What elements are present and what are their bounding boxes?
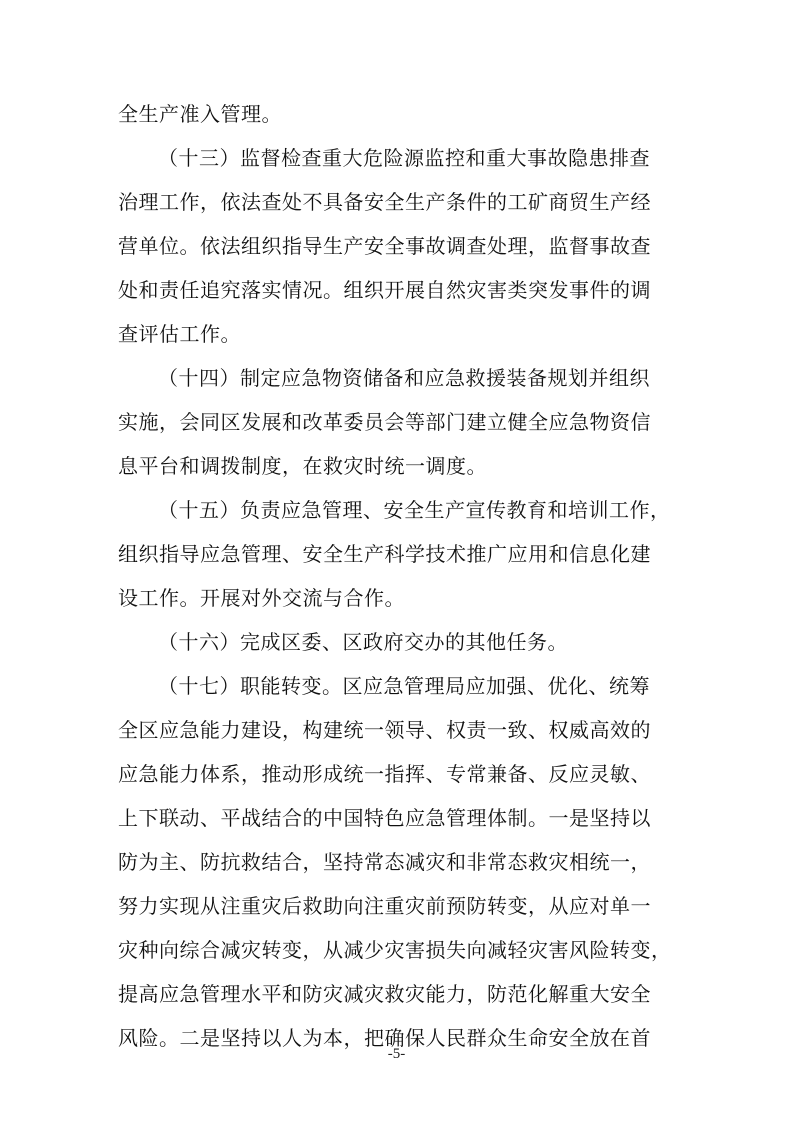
text-line: 处和责任追究落实情况。组织开展自然灾害类突发事件的调 bbox=[118, 278, 651, 302]
text-line: （十五）负责应急管理、安全生产宣传教育和培训工作， bbox=[158, 498, 671, 522]
text-line: 治理工作，依法查处不具备安全生产条件的工矿商贸生产经 bbox=[118, 190, 651, 214]
text-line: 息平台和调拨制度，在救灾时统一调度。 bbox=[118, 454, 487, 478]
body-text bbox=[118, 92, 678, 1060]
text-line: 上下联动、平战结合的中国特色应急管理体制。一是坚持以 bbox=[118, 806, 651, 830]
text-line: 应急能力体系，推动形成统一指挥、专常兼备、反应灵敏、 bbox=[118, 762, 651, 786]
text-line: 设工作。开展对外交流与合作。 bbox=[118, 586, 405, 610]
text-line: 营单位。依法组织指导生产安全事故调查处理，监督事故查 bbox=[118, 234, 651, 258]
text-line: 灾种向综合减灾转变，从减少灾害损失向减轻灾害风险转变， bbox=[118, 938, 672, 962]
text-line: 提高应急管理水平和防灾减灾救灾能力，防范化解重大安全 bbox=[118, 982, 651, 1006]
text-line: 防为主、防抗救结合，坚持常态减灾和非常态救灾相统一， bbox=[118, 850, 651, 874]
page-number: -5- bbox=[387, 1046, 406, 1062]
text-line: 组织指导应急管理、安全生产科学技术推广应用和信息化建 bbox=[118, 542, 651, 566]
text-line: 全区应急能力建设，构建统一领导、权责一致、权威高效的 bbox=[118, 718, 651, 742]
text-line: 全生产准入管理。 bbox=[118, 102, 282, 126]
text-line: 努力实现从注重灾后救助向注重灾前预防转变，从应对单一 bbox=[118, 894, 651, 918]
text-line: （十四）制定应急物资储备和应急救援装备规划并组织 bbox=[158, 366, 650, 390]
text-line: （十七）职能转变。区应急管理局应加强、优化、统筹 bbox=[158, 674, 650, 698]
text-line: 实施，会同区发展和改革委员会等部门建立健全应急物资信 bbox=[118, 410, 651, 434]
text-line: 风险。二是坚持以人为本，把确保人民群众生命安全放在首 bbox=[118, 1026, 651, 1050]
text-line: （十六）完成区委、区政府交办的其他任务。 bbox=[158, 630, 568, 654]
text-line: （十三）监督检查重大危险源监控和重大事故隐患排查 bbox=[158, 146, 650, 170]
text-line: 查评估工作。 bbox=[118, 322, 241, 346]
